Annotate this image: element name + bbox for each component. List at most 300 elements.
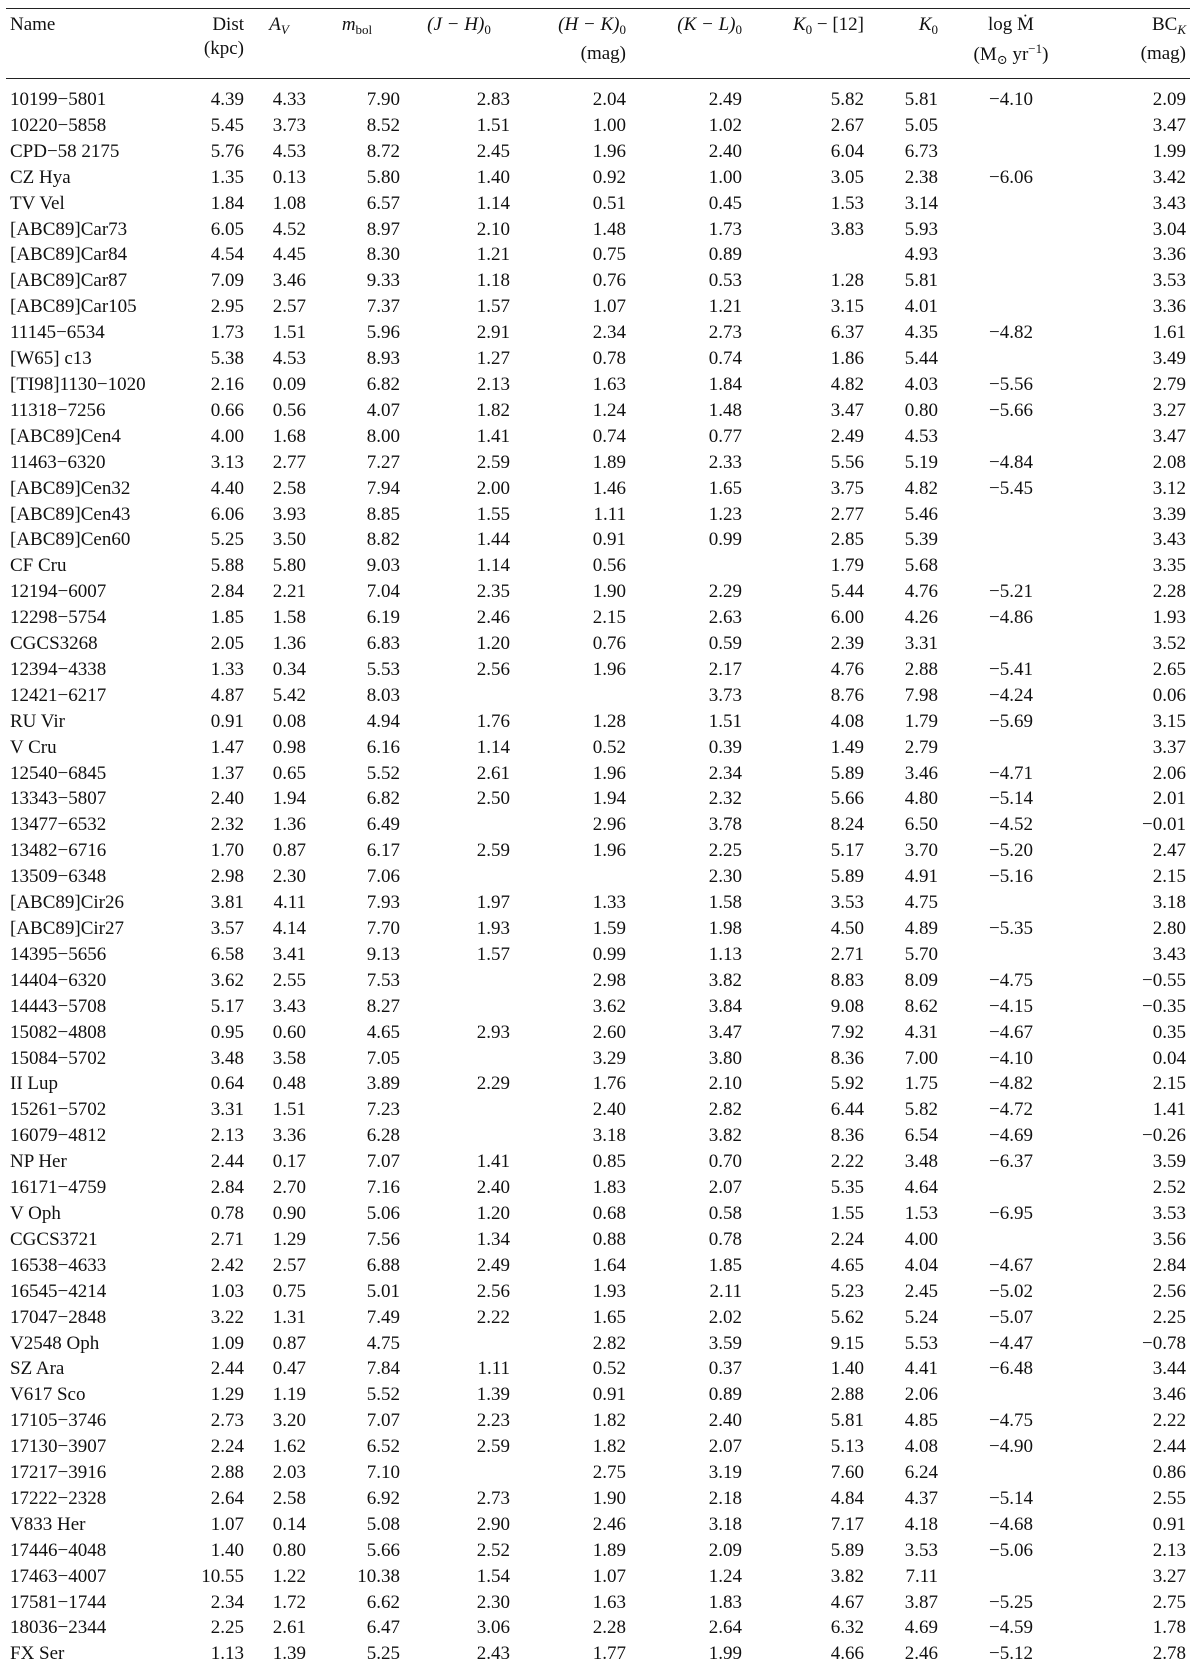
cell-bck: 3.18: [1152, 892, 1186, 914]
cell-mbol: 4.94: [366, 710, 400, 732]
cell-dist: 2.05: [210, 633, 244, 655]
cell-mbol: 7.49: [366, 1306, 400, 1328]
cell-k0: 4.76: [904, 581, 938, 603]
cell-av: 3.41: [272, 943, 306, 965]
cell-hk: 0.52: [592, 736, 626, 758]
cell-k12: 8.36: [830, 1047, 864, 1069]
cell-k0: 7.00: [904, 1047, 938, 1069]
cell-av: 1.72: [272, 1591, 306, 1613]
cell-av: 0.13: [272, 166, 306, 188]
cell-kl: 3.59: [708, 1332, 742, 1354]
cell-dist: 2.73: [210, 1410, 244, 1432]
cell-k12: 2.24: [830, 1228, 864, 1250]
cell-jh: 1.41: [476, 425, 510, 447]
cell-hk: 1.63: [592, 373, 626, 395]
cell-logm: [942, 890, 1080, 916]
cell-hk: 2.40: [592, 1099, 626, 1121]
cell-av: 0.09: [272, 373, 306, 395]
cell-k12: 3.83: [830, 218, 864, 240]
cell-logm: −4.75: [989, 1410, 1033, 1432]
cell-dist: 0.78: [210, 1202, 244, 1224]
cell-name: 17130−3907: [10, 1436, 107, 1458]
cell-k0: 5.81: [904, 89, 938, 110]
cell-dist: 4.00: [210, 425, 244, 447]
cell-kl: 2.34: [708, 762, 742, 784]
table-row: [6, 424, 1190, 450]
cell-jh: 2.10: [476, 218, 510, 240]
cell-av: 0.90: [272, 1202, 306, 1224]
cell-jh: [404, 1460, 514, 1486]
cell-k0: 4.85: [904, 1410, 938, 1432]
cell-name: II Lup: [10, 1073, 59, 1095]
cell-mbol: 4.07: [366, 399, 400, 421]
cell-mbol: 7.07: [366, 1410, 400, 1432]
cell-bck: 3.12: [1152, 477, 1186, 499]
cell-logm: −4.82: [989, 322, 1033, 344]
cell-mbol: 5.80: [366, 166, 400, 188]
col-header-jh: $(J - H)_0$: [404, 9, 514, 79]
cell-dist: 1.47: [210, 736, 244, 758]
cell-kl: 0.70: [708, 1151, 742, 1173]
cell-bck: 3.27: [1152, 399, 1186, 421]
cell-av: 3.73: [272, 114, 306, 136]
cell-hk: 1.96: [592, 658, 626, 680]
cell-k12: 9.08: [830, 995, 864, 1017]
cell-k12: 6.00: [830, 607, 864, 629]
cell-hk: 1.00: [592, 114, 626, 136]
cell-k0: 7.11: [905, 1565, 938, 1587]
cell-k0: 5.05: [904, 114, 938, 136]
cell-logm: −5.41: [989, 658, 1033, 680]
cell-mbol: 3.89: [366, 1073, 400, 1095]
table-row: [6, 631, 1190, 657]
cell-av: 4.11: [273, 892, 306, 914]
cell-name: 13477−6532: [10, 814, 107, 836]
cell-k0: 5.39: [904, 529, 938, 551]
cell-kl: 1.73: [708, 218, 742, 240]
cell-mbol: 9.33: [366, 270, 400, 292]
cell-jh: 1.76: [476, 710, 510, 732]
table-row: [6, 1175, 1190, 1201]
cell-kl: 2.02: [708, 1306, 742, 1328]
cell-name: 12421−6217: [10, 684, 107, 706]
table-row: [6, 268, 1190, 294]
cell-mbol: 7.93: [366, 892, 400, 914]
table-row: [6, 398, 1190, 424]
table-row: [6, 657, 1190, 683]
cell-bck: 2.52: [1152, 1177, 1186, 1199]
cell-k12: 8.83: [830, 969, 864, 991]
cell-hk: 0.99: [592, 943, 626, 965]
cell-k12: 5.89: [830, 1539, 864, 1561]
cell-hk: 0.52: [592, 1358, 626, 1380]
table-header: [6, 9, 1190, 79]
cell-k0: 4.00: [904, 1228, 938, 1250]
cell-name: CZ Hya: [10, 166, 71, 188]
cell-bck: 2.28: [1152, 581, 1186, 603]
cell-av: 5.80: [272, 555, 306, 577]
cell-hk: 0.78: [592, 348, 626, 370]
cell-k0: 4.37: [904, 1487, 938, 1509]
cell-k0: 5.44: [904, 348, 938, 370]
cell-hk: 1.65: [592, 1306, 626, 1328]
cell-jh: 1.14: [476, 736, 510, 758]
cell-logm: −5.12: [989, 1643, 1033, 1665]
cell-hk: 0.91: [592, 1384, 626, 1406]
cell-hk: 1.63: [592, 1591, 626, 1613]
cell-av: 0.56: [272, 399, 306, 421]
cell-kl: 0.99: [708, 529, 742, 551]
cell-name: 11318−7256: [10, 399, 106, 421]
table-row: [6, 1382, 1190, 1408]
col-header-av: $A_V$: [248, 9, 310, 79]
cell-jh: 2.93: [476, 1021, 510, 1043]
cell-jh: 1.93: [476, 918, 510, 939]
cell-kl: 0.78: [708, 1228, 742, 1250]
cell-dist: 1.13: [210, 1643, 244, 1665]
table-row: [6, 735, 1190, 761]
table-row: [6, 1356, 1190, 1382]
col-header-kl: $(K - L)_0$: [630, 9, 746, 79]
cell-mbol: 8.93: [366, 348, 400, 370]
cell-name: CPD−58 2175: [10, 140, 120, 162]
cell-mbol: 8.00: [366, 425, 400, 447]
cell-k12: 5.17: [830, 840, 864, 862]
cell-logm: −6.48: [989, 1358, 1033, 1380]
cell-k0: 5.70: [904, 943, 938, 965]
cell-logm: −4.47: [989, 1332, 1033, 1354]
col-header-dist: Dist (kpc): [170, 9, 248, 79]
cell-hk: 1.82: [592, 1410, 626, 1432]
cell-kl: 2.10: [708, 1073, 742, 1095]
cell-k12: 3.82: [830, 1565, 864, 1587]
cell-av: 3.58: [272, 1047, 306, 1069]
cell-mbol: 6.62: [366, 1591, 400, 1613]
cell-name: 17047−2848: [10, 1306, 107, 1328]
cell-k0: 6.73: [904, 140, 938, 162]
cell-name: [ABC89]Cen60: [10, 529, 131, 551]
cell-bck: 1.41: [1152, 1099, 1186, 1121]
cell-k12: 5.89: [830, 762, 864, 784]
cell-logm: −5.02: [989, 1280, 1033, 1302]
cell-av: 2.55: [272, 969, 306, 991]
cell-name: 16545−4214: [10, 1280, 107, 1302]
cell-k0: 4.08: [904, 1436, 938, 1458]
cell-kl: 1.24: [708, 1565, 742, 1587]
cell-k12: 7.17: [830, 1513, 864, 1535]
cell-k0: 6.54: [904, 1125, 938, 1147]
cell-dist: 3.81: [210, 892, 244, 914]
cell-dist: 2.64: [210, 1487, 244, 1509]
cell-logm: −5.14: [989, 1487, 1033, 1509]
cell-jh: 2.29: [476, 1073, 510, 1095]
cell-jh: 1.97: [476, 892, 510, 914]
cell-k0: 3.14: [904, 192, 938, 214]
cell-bck: 3.35: [1152, 555, 1186, 577]
cell-kl: 1.84: [708, 373, 742, 395]
cell-k12: 4.66: [830, 1643, 864, 1665]
cell-mbol: 5.52: [366, 1384, 400, 1406]
cell-dist: 5.45: [210, 114, 244, 136]
cell-bck: 2.15: [1152, 866, 1186, 888]
cell-jh: 2.46: [476, 607, 510, 629]
cell-mbol: 7.90: [366, 89, 400, 110]
cell-kl: 2.25: [708, 840, 742, 862]
cell-bck: 0.04: [1152, 1047, 1186, 1069]
cell-mbol: 6.17: [366, 840, 400, 862]
cell-k12: 5.56: [830, 451, 864, 473]
cell-jh: 2.83: [476, 89, 510, 110]
cell-name: 13509−6348: [10, 866, 107, 888]
table-body: [6, 79, 1190, 1668]
cell-name: 11463−6320: [10, 451, 106, 473]
cell-k0: 4.80: [904, 788, 938, 810]
cell-logm: −4.59: [989, 1617, 1033, 1639]
cell-logm: −4.75: [989, 969, 1033, 991]
cell-jh: 1.20: [476, 633, 510, 655]
cell-name: [ABC89]Cir27: [10, 918, 124, 939]
cell-logm: −4.52: [989, 814, 1033, 836]
cell-bck: 3.56: [1152, 1228, 1186, 1250]
cell-logm: −4.69: [989, 1125, 1033, 1147]
cell-kl: 1.23: [708, 503, 742, 525]
table-row: [6, 1123, 1190, 1149]
cell-name: 11145−6534: [10, 322, 105, 344]
cell-mbol: 6.52: [366, 1436, 400, 1458]
cell-bck: 3.42: [1152, 166, 1186, 188]
cell-kl: 2.29: [708, 581, 742, 603]
cell-logm: −4.82: [989, 1073, 1033, 1095]
cell-hk: 1.64: [592, 1254, 626, 1276]
cell-kl: 0.45: [708, 192, 742, 214]
cell-k12: 5.92: [830, 1073, 864, 1095]
cell-logm: −5.21: [989, 581, 1033, 603]
cell-name: TV Vel: [10, 192, 65, 214]
cell-bck: 2.22: [1152, 1410, 1186, 1432]
cell-k0: 4.64: [904, 1177, 938, 1199]
cell-k0: 2.79: [904, 736, 938, 758]
cell-jh: 1.51: [476, 114, 510, 136]
cell-kl: 1.51: [708, 710, 742, 732]
cell-name: FX Ser: [10, 1643, 65, 1665]
cell-mbol: 6.82: [366, 373, 400, 395]
cell-dist: 4.40: [210, 477, 244, 499]
cell-k0: 3.70: [904, 840, 938, 862]
cell-hk: 3.29: [592, 1047, 626, 1069]
cell-k0: 2.46: [904, 1643, 938, 1665]
cell-bck: −0.55: [1142, 969, 1186, 991]
cell-kl: 2.30: [708, 866, 742, 888]
cell-dist: 0.66: [210, 399, 244, 421]
cell-logm: [942, 242, 1080, 268]
cell-name: 12298−5754: [10, 607, 107, 629]
cell-mbol: 6.83: [366, 633, 400, 655]
cell-av: 0.75: [272, 1280, 306, 1302]
cell-k0: 4.26: [904, 607, 938, 629]
cell-bck: 3.43: [1152, 529, 1186, 551]
cell-av: 2.58: [272, 1487, 306, 1509]
cell-jh: 2.59: [476, 840, 510, 862]
cell-bck: 2.44: [1152, 1436, 1186, 1458]
cell-name: [ABC89]Car84: [10, 244, 128, 266]
cell-jh: 1.14: [476, 192, 510, 214]
cell-k12: 1.28: [830, 270, 864, 292]
cell-av: 3.50: [272, 529, 306, 551]
cell-dist: 6.06: [210, 503, 244, 525]
cell-jh: [404, 994, 514, 1020]
cell-dist: 5.17: [210, 995, 244, 1017]
cell-jh: 2.56: [476, 658, 510, 680]
cell-jh: 2.22: [476, 1306, 510, 1328]
cell-logm: [942, 1460, 1080, 1486]
cell-bck: 2.65: [1152, 658, 1186, 680]
cell-dist: 1.29: [210, 1384, 244, 1406]
cell-dist: 1.84: [210, 192, 244, 214]
col-header-logm: log Ṁ ($M_⊙$ $yr^{-1}$): [942, 9, 1080, 79]
cell-hk: 1.90: [592, 1487, 626, 1509]
table-row: [6, 812, 1190, 838]
cell-logm: −5.56: [989, 373, 1033, 395]
cell-logm: [942, 553, 1080, 579]
cell-k0: 3.48: [904, 1151, 938, 1173]
col-header-bck: $BC_K$ (mag): [1080, 9, 1190, 79]
table-row: [6, 242, 1190, 268]
cell-av: 3.43: [272, 995, 306, 1017]
cell-logm: −5.20: [989, 840, 1033, 862]
table-row: [6, 1046, 1190, 1072]
cell-k0: 4.93: [904, 244, 938, 266]
cell-bck: 2.84: [1152, 1254, 1186, 1276]
data-table-container: [6, 8, 1190, 1667]
cell-av: 1.08: [272, 192, 306, 214]
cell-av: 3.20: [272, 1410, 306, 1432]
cell-bck: 0.91: [1152, 1513, 1186, 1535]
cell-k12: 8.24: [830, 814, 864, 836]
cell-k12: 2.49: [830, 425, 864, 447]
cell-mbol: 5.96: [366, 322, 400, 344]
cell-name: SZ Ara: [10, 1358, 65, 1380]
cell-k12: 9.15: [830, 1332, 864, 1354]
cell-hk: 0.92: [592, 166, 626, 188]
cell-name: 14395−5656: [10, 943, 107, 965]
cell-k12: 6.32: [830, 1617, 864, 1639]
cell-kl: 0.89: [708, 1384, 742, 1406]
cell-jh: 1.57: [476, 943, 510, 965]
cell-bck: 3.44: [1152, 1358, 1186, 1380]
cell-kl: 0.37: [708, 1358, 742, 1380]
table-row: [6, 502, 1190, 528]
cell-name: 15261−5702: [10, 1099, 107, 1121]
table-row: [6, 864, 1190, 890]
cell-dist: 2.44: [210, 1151, 244, 1173]
cell-k12: 1.40: [830, 1358, 864, 1380]
cell-av: 0.14: [272, 1513, 306, 1535]
cell-mbol: 8.82: [366, 529, 400, 551]
cell-mbol: 8.85: [366, 503, 400, 525]
cell-bck: 3.39: [1152, 503, 1186, 525]
table-row: [6, 1227, 1190, 1253]
cell-mbol: 5.06: [366, 1202, 400, 1224]
cell-av: 1.62: [272, 1436, 306, 1458]
cell-mbol: 7.16: [366, 1177, 400, 1199]
cell-kl: 1.58: [708, 892, 742, 914]
cell-hk: [514, 864, 630, 890]
cell-dist: 1.35: [210, 166, 244, 188]
cell-k12: 4.76: [830, 658, 864, 680]
table-row: [6, 1434, 1190, 1460]
cell-kl: 2.33: [708, 451, 742, 473]
cell-av: 1.58: [272, 607, 306, 629]
cell-av: 4.45: [272, 244, 306, 266]
cell-av: 4.33: [272, 89, 306, 110]
cell-logm: [942, 294, 1080, 320]
table-row: [6, 372, 1190, 398]
cell-kl: 1.00: [708, 166, 742, 188]
cell-av: 2.77: [272, 451, 306, 473]
table-row: [6, 786, 1190, 812]
cell-kl: 2.07: [708, 1436, 742, 1458]
cell-jh: 2.52: [476, 1539, 510, 1561]
cell-dist: 4.54: [210, 244, 244, 266]
cell-k0: 0.80: [904, 399, 938, 421]
cell-hk: 2.82: [592, 1332, 626, 1354]
cell-hk: 1.33: [592, 892, 626, 914]
table-row: [6, 1590, 1190, 1616]
cell-name: 15082−4808: [10, 1021, 107, 1043]
table-row: [6, 994, 1190, 1020]
cell-logm: [942, 735, 1080, 761]
cell-logm: [942, 113, 1080, 139]
cell-jh: 1.18: [476, 270, 510, 292]
cell-logm: −4.10: [989, 1047, 1033, 1069]
cell-kl: 1.21: [708, 296, 742, 318]
cell-jh: 1.21: [476, 244, 510, 266]
cell-av: 1.36: [272, 633, 306, 655]
cell-name: NP Her: [10, 1151, 67, 1173]
cell-logm: −5.69: [989, 710, 1033, 732]
cell-kl: 3.82: [708, 969, 742, 991]
cell-hk: 3.18: [592, 1125, 626, 1147]
cell-logm: −4.90: [989, 1436, 1033, 1458]
cell-dist: 2.32: [210, 814, 244, 836]
cell-bck: 0.35: [1152, 1021, 1186, 1043]
cell-jh: 1.55: [476, 503, 510, 525]
cell-bck: −0.26: [1142, 1125, 1186, 1147]
cell-k0: 4.89: [904, 918, 938, 939]
cell-av: 1.19: [272, 1384, 306, 1406]
cell-name: V617 Sco: [10, 1384, 86, 1406]
cell-k12: 2.71: [830, 943, 864, 965]
cell-k0: 3.31: [904, 633, 938, 655]
cell-jh: 1.41: [476, 1151, 510, 1173]
cell-bck: 2.13: [1152, 1539, 1186, 1561]
cell-name: [ABC89]Car73: [10, 218, 128, 240]
cell-k12: 3.05: [830, 166, 864, 188]
cell-bck: 2.56: [1152, 1280, 1186, 1302]
cell-k12: 5.35: [830, 1177, 864, 1199]
cell-hk: 2.15: [592, 607, 626, 629]
cell-kl: 3.19: [708, 1462, 742, 1484]
cell-av: 0.48: [272, 1073, 306, 1095]
cell-name: CGCS3268: [10, 633, 98, 655]
cell-hk: 2.28: [592, 1617, 626, 1639]
cell-kl: 1.99: [708, 1643, 742, 1665]
cell-jh: 2.90: [476, 1513, 510, 1535]
cell-logm: −6.95: [989, 1202, 1033, 1224]
cell-kl: 0.74: [708, 348, 742, 370]
cell-name: 17105−3746: [10, 1410, 107, 1432]
cell-k12: 6.37: [830, 322, 864, 344]
